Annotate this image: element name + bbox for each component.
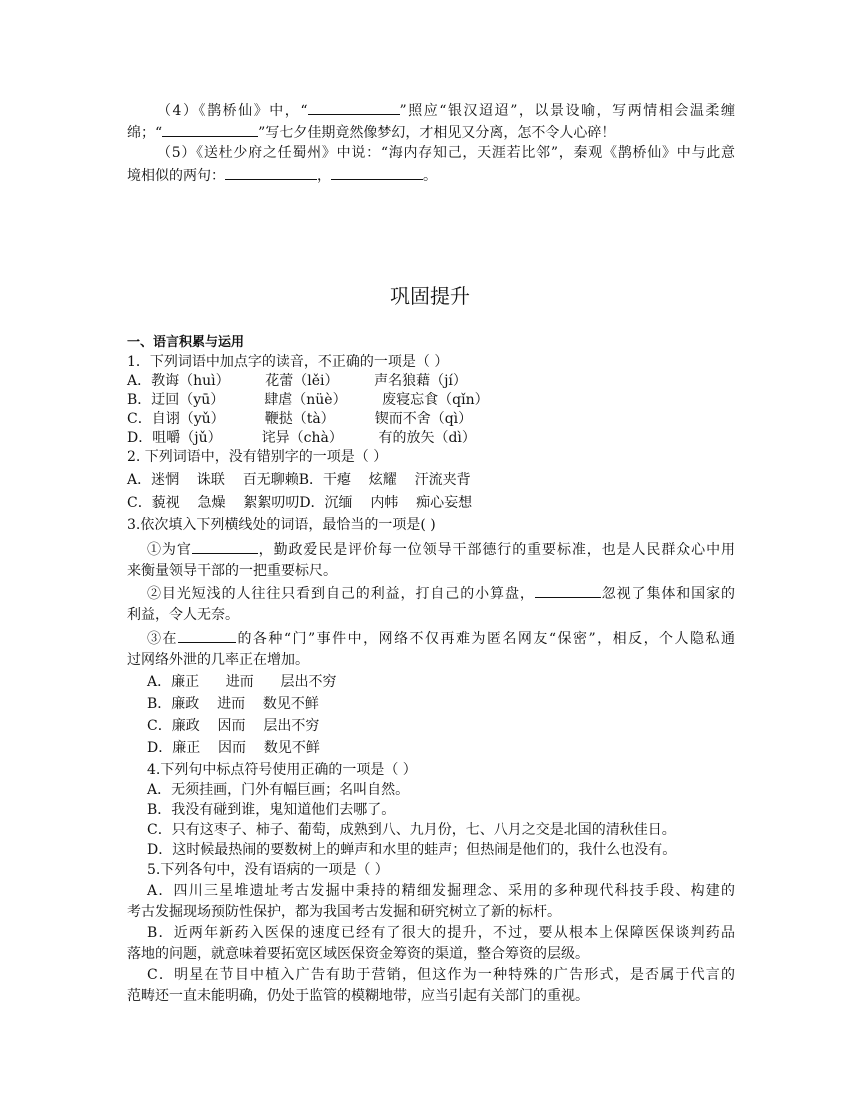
q4-option-c: C．只有这枣子、柿子、葡萄，成熟到八、九月份，七、八月之交是北国的清秋佳日。 (147, 822, 676, 838)
q4-text-d: ”写七夕佳期竟然像梦幻，才相见又分离，怎不令人心碎！ (258, 125, 616, 141)
q3-s3-b: 的各种“门”事件中，网络不仅再难为匿名网友“保密”，相反，个人隐私通 (235, 631, 735, 647)
q3-s2-b: 忽视了集体和国家的 (600, 586, 736, 602)
page-title: 巩固提升 (390, 284, 470, 308)
q5-option-c-cont: 范畴还一直未能明确，仍处于监管的模糊地带，应当引起有关部门的重视。 (127, 988, 589, 1004)
answer-blank[interactable] (162, 123, 258, 137)
q5-text-c: ， (317, 168, 331, 184)
q3-sentence-1-cont: 来衡量领导干部的一把重要标尺。 (127, 563, 337, 579)
q3-option-c: C．廉政 因而 层出不穷 (147, 718, 320, 734)
q4-text-b: ”照应“银汉迢迢”，以景设喻，写两情相会温柔缠 (399, 103, 735, 119)
q3-option-a: A．廉正 进而 层出不穷 (147, 674, 337, 690)
q3-s3-a: ③在 (147, 631, 178, 647)
answer-blank[interactable] (308, 101, 400, 115)
q5-option-b: B．近两年新药入医保的速度已经有了很大的提升，不过，要从根本上保障医保谈判药品 (147, 925, 735, 941)
section-heading: 一、语言积累与运用 (127, 335, 245, 350)
q3-s2-a: ②目光短浅的人往往只看到自己的利益，打自己的小算盘， (147, 586, 535, 602)
q3-sentence-2 (147, 584, 735, 603)
q2-stem: 2. 下列词语中，没有错别字的一项是（ ） (127, 449, 388, 465)
answer-blank[interactable] (178, 629, 236, 643)
q4-option-b: B．我没有碰到谁，鬼知道他们去哪了。 (147, 802, 396, 818)
q1-stem: 1．下列词语中加点字的读音，不正确的一项是（ ） (127, 354, 449, 370)
q2-options-cd: C．藐视 急燥 絮絮叨叨D．沉缅 内帏 痴心妄想 (127, 495, 473, 511)
q3-sentence-3-cont: 过网络外泄的几率正在增加。 (127, 652, 309, 668)
q5-option-a-cont: 考古发掘现场预防性保护，都为我国考古发掘和研究树立了新的标杆。 (127, 904, 561, 920)
q4-option-a: A．无须挂画，门外有幅巨画；名叫自然。 (147, 782, 410, 798)
q2-options-ab: A．迷惘 诛联 百无聊赖B．干瘪 炫耀 汗流夹背 (127, 472, 471, 488)
q4-text-c: 绵；“ (127, 125, 163, 141)
q3-stem: 3.依次填入下列横线处的词语，最恰当的一项是( ) (127, 517, 436, 533)
q1-option-c: C．自诩（yǔ） 鞭挞（tà） 锲而不舍（qì） (127, 411, 473, 427)
q4-stem: 4.下列句中标点符号使用正确的一项是（ ） (147, 762, 417, 778)
q3-sentence-3 (147, 629, 735, 648)
answer-blank[interactable] (331, 166, 423, 180)
q5-option-c: C．明星在节目中植入广告有助于营销，但这作为一种特殊的广告形式，是否属于代言的 (147, 967, 735, 983)
q4-line-2 (127, 123, 615, 142)
q3-sentence-1 (147, 540, 735, 559)
q5-line-2 (127, 166, 437, 185)
answer-blank[interactable] (535, 584, 601, 598)
q3-s1-b: ，勤政爱民是评价每一位领导干部德行的重要标准，也是人民群众心中用 (257, 542, 736, 558)
answer-blank[interactable] (192, 540, 258, 554)
q5-stem: 5.下列各句中，没有语病的一项是（ ） (147, 862, 389, 878)
q5-line-1: （5）《送杜少府之任蜀州》中说：“海内存知己，天涯若比邻”，秦观《鹊桥仙》中与此意 (157, 145, 735, 161)
q4-option-d: D．这时候最热闹的要数树上的蝉声和水里的蛙声；但热闹是他们的，我什么也没有。 (147, 842, 677, 858)
q1-option-b: B．迂回（yū） 肆虐（nüè） 废寝忘食（qǐn） (127, 392, 489, 408)
answer-blank[interactable] (225, 166, 317, 180)
q3-option-b: B．廉政 进而 数见不鲜 (147, 696, 319, 712)
q1-option-a: A．教诲（huì） 花蕾（lěi） 声名狼藉（jí） (127, 373, 467, 389)
q4-text-a: （4）《鹊桥仙》中，“ (157, 103, 308, 119)
q5-text-d: 。 (423, 168, 437, 184)
q1-option-d: D．咀嚼（jǔ） 诧异（chà） 有的放矢（dì） (127, 430, 476, 446)
q3-sentence-2-cont: 利益，令人无奈。 (127, 607, 239, 623)
q3-option-d: D．廉正 因而 数见不鲜 (147, 740, 320, 756)
q5-option-a: A．四川三星堆遗址考古发掘中秉持的精细发掘理念、采用的多种现代科技手段、构建的 (147, 883, 735, 899)
q5-option-b-cont: 落地的问题，就意味着要拓宽区域医保资金筹资的渠道，整合筹资的层级。 (127, 946, 589, 962)
q5-text-b: 境相似的两句： (127, 168, 225, 184)
q4-line-1 (157, 101, 735, 120)
q3-s1-a: ①为官 (147, 542, 192, 558)
